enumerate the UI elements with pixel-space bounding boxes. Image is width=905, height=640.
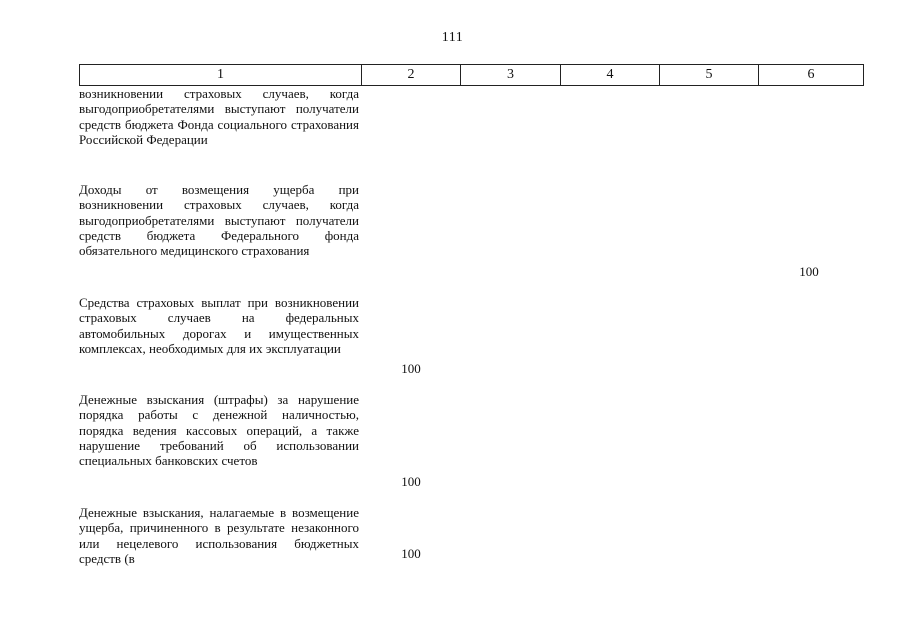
column-header-2: 2 (362, 65, 461, 86)
row-value-col2: 100 (401, 361, 421, 376)
row-description: Денежные взыскания (штрафы) за нарушение порядка работы с денежной наличностью, порядка ведения кассовых операций, а также нарушение требований об использовании специальных банковских счетов (79, 392, 359, 469)
column-header-table (79, 64, 864, 86)
row-description: Денежные взыскания, налагаемые в возмещение ущерба, причиненного в результате незаконного или нецелевого использования бюджетных средств (в (79, 505, 359, 566)
row-value-col6: 100 (799, 264, 819, 279)
column-header-1: 1 (80, 65, 362, 86)
page-number: 111 (441, 30, 464, 45)
column-header-6: 6 (759, 65, 864, 86)
column-header-4: 4 (561, 65, 660, 86)
row-value-col2: 100 (401, 474, 421, 489)
row-description: возникновении страховых случаев, когда выгодоприобретателями выступают получатели средств бюджета Фонда социального страхования Российской Федерации (79, 86, 359, 147)
column-header-3: 3 (461, 65, 561, 86)
row-description: Доходы от возмещения ущерба при возникновении страховых случаев, когда выгодоприобретателями выступают получатели средств бюджета Федерального фонда обязательного медицинского страхования (79, 182, 359, 259)
row-description: Средства страховых выплат при возникновении страховых случаев на федеральных автомобильных дорогах и имущественных комплексах, необходимых для их эксплуатации (79, 295, 359, 356)
column-header-5: 5 (660, 65, 759, 86)
row-value-col2: 100 (401, 546, 421, 561)
column-header-row (80, 65, 864, 86)
